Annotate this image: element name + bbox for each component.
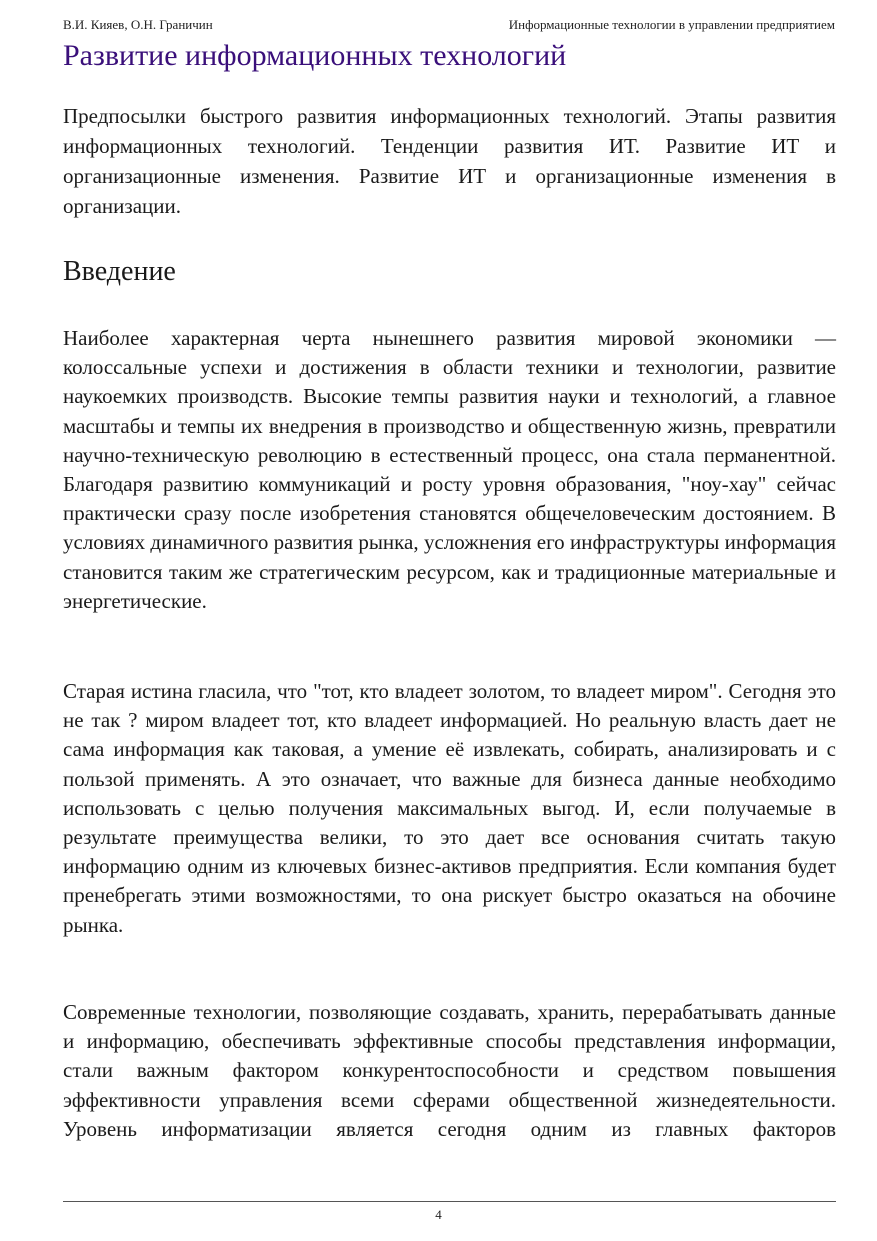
chapter-title: Развитие информационных технологий xyxy=(63,39,567,72)
paragraph-3: Современные технологии, позволяющие создавать, хранить, перерабатывать данные и информацию, обеспечивать эффективные способы представления информации, стали важным фактором конкурентоспособности и средством повышения эффективности управления всеми сферами общественной жизнедеятельности. Уровень информатизации является сегодня одним из главных факторов xyxy=(63,1000,836,1141)
section-title: Введение xyxy=(63,256,176,287)
header-book-title: Информационные технологии в управлении предприятием xyxy=(508,17,835,32)
footer-divider xyxy=(63,1201,836,1202)
chapter-abstract: Предпосылки быстрого развития информационных технологий. Этапы развития информационных технологий. Тенденции развития ИТ. Развитие ИТ и организационные изменения. Развитие ИТ и организационные изменения в организации. xyxy=(63,104,836,218)
header-authors: В.И. Кияев, О.Н. Граничин xyxy=(63,17,213,32)
page-number: 4 xyxy=(435,1207,442,1222)
paragraph-1: Наиболее характерная черта нынешнего развития мировой экономики — колоссальные успехи и достижения в области техники и технологии, развитие наукоемких производств. Высокие темпы развития науки и технологий, а главное масштабы и темпы их внедрения в производство и общественную жизнь, превратили научно-техническую революцию в естественный процесс, она стала перманентной. Благодаря развитию коммуникаций и росту уровня образования, "ноу-хау" сейчас практически сразу после изобретения становятся общечеловеческим достоянием. В условиях динамичного развития рынка, усложнения его инфраструктуры информация становится таким же стратегическим ресурсом, как и традиционные материальные и энергетические. xyxy=(63,326,836,613)
paragraph-2: Старая истина гласила, что "тот, кто владеет золотом, то владеет миром". Сегодня это не так ? миром владеет тот, кто владеет информацией. Но реальную власть дает не сама информация как таковая, а умение её извлекать, собирать, анализировать и с пользой применять. А это означает, что важные для бизнеса данные необходимо использовать с целью получения максимальных выгод. И, если получаемые в результате преимущества велики, то это дает все основания считать такую информацию одним из ключевых бизнес-активов предприятия. Если компания будет пренебрегать этими возможностями, то она рискует быстро оказаться на обочине рынка. xyxy=(63,679,836,937)
